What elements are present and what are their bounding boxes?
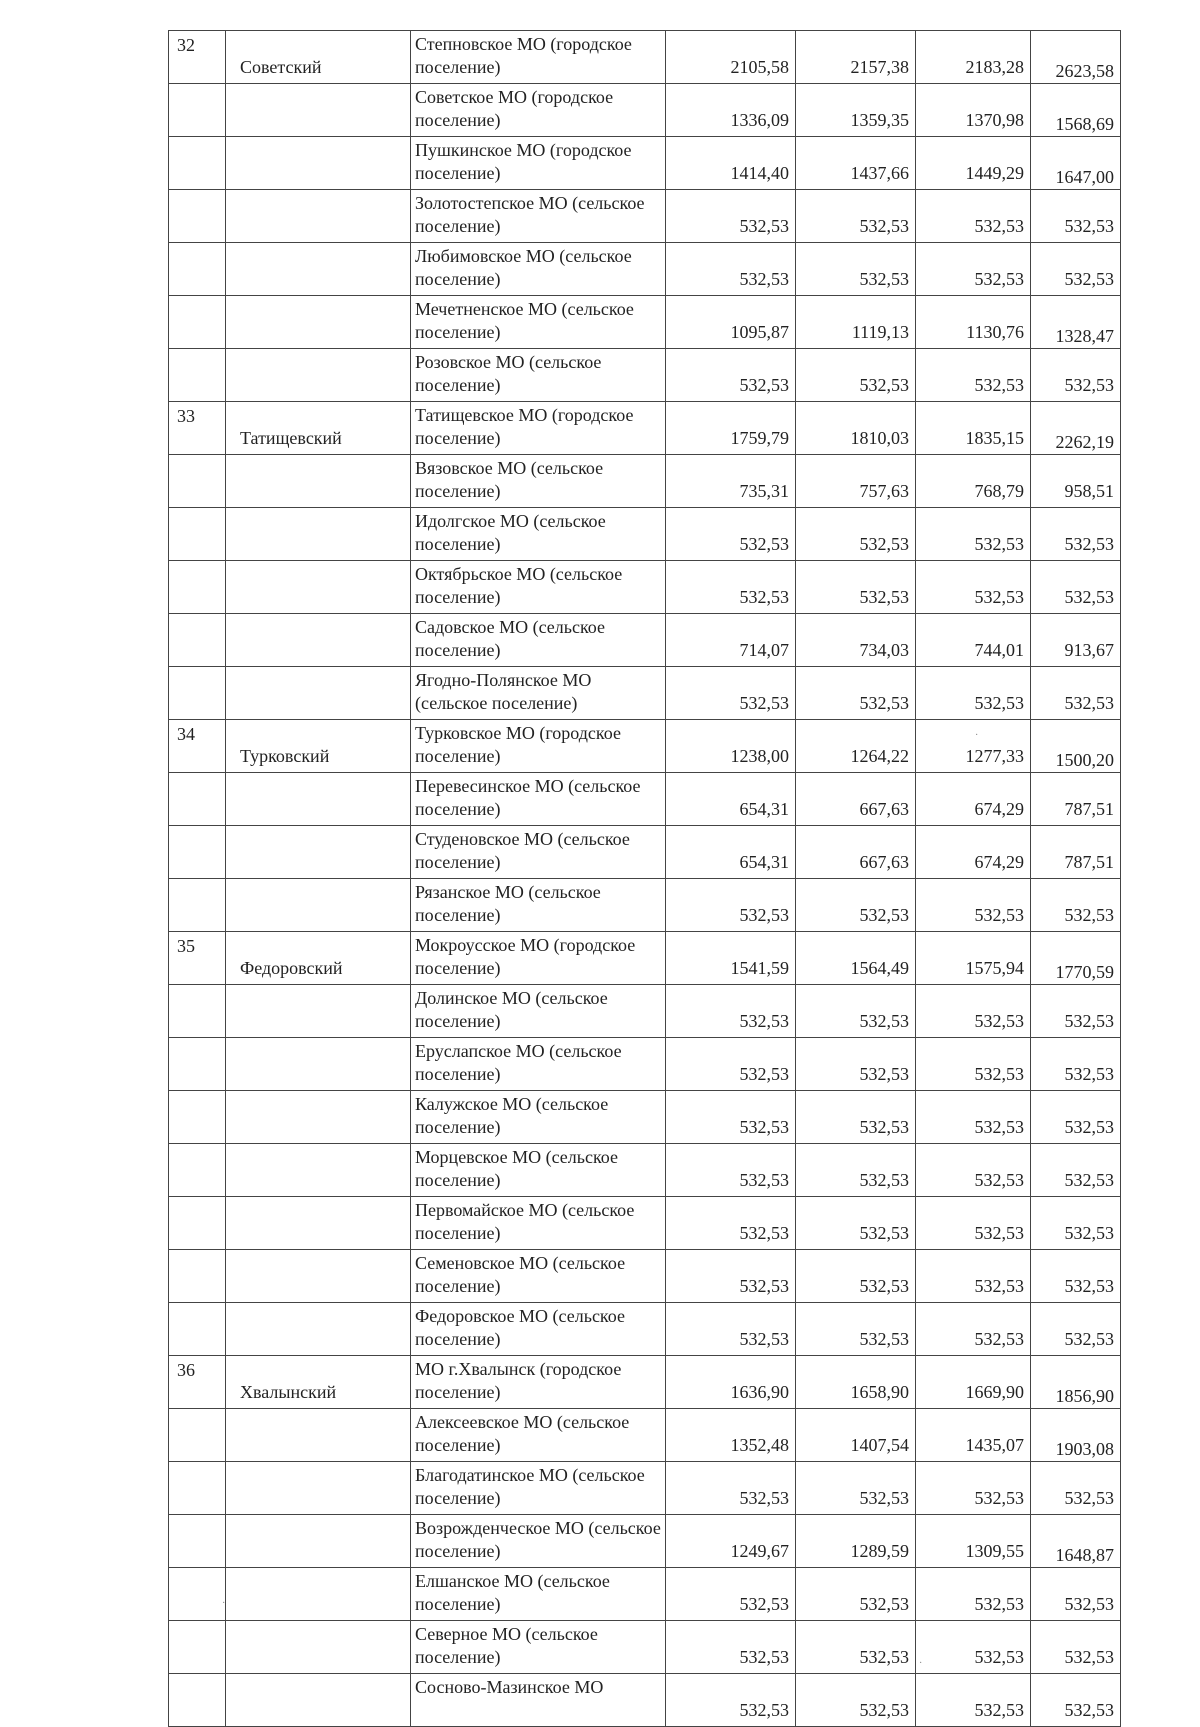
value-4: 532,53 (1031, 879, 1121, 932)
value-3: 532,53 (916, 879, 1031, 932)
value-3: 1449,29 (916, 137, 1031, 190)
row-number (169, 1197, 226, 1250)
table-row (169, 455, 1121, 508)
value-2: 532,53 (796, 1462, 916, 1515)
row-number (169, 1091, 226, 1144)
municipality-name: Студеновское МО (сельское поселение) (411, 826, 666, 879)
table-row (169, 1674, 1121, 1727)
value-3: 532,53 (916, 1038, 1031, 1091)
row-number (169, 137, 226, 190)
value-1: 1336,09 (666, 84, 796, 137)
value-1: 714,07 (666, 614, 796, 667)
municipality-name: Турковское МО (городское поселение) (411, 720, 666, 773)
district-name (226, 1197, 411, 1250)
value-1: 735,31 (666, 455, 796, 508)
district-name (226, 561, 411, 614)
value-4: 532,53 (1031, 1038, 1121, 1091)
value-1: 1095,87 (666, 296, 796, 349)
value-2: 1564,49 (796, 932, 916, 985)
value-4: 532,53 (1031, 190, 1121, 243)
municipality-name: Елшанское МО (сельское поселение) (411, 1568, 666, 1621)
value-1: 1414,40 (666, 137, 796, 190)
value-4: 1568,69 (1031, 84, 1121, 137)
value-2: 1359,35 (796, 84, 916, 137)
district-name (226, 1144, 411, 1197)
municipality-name: Вязовское МО (сельское поселение) (411, 455, 666, 508)
municipality-name: Первомайское МО (сельское поселение) (411, 1197, 666, 1250)
value-4: 532,53 (1031, 1197, 1121, 1250)
municipality-name: Степновское МО (городское поселение) (411, 31, 666, 84)
value-1: 532,53 (666, 1568, 796, 1621)
value-3: 1370,98 (916, 84, 1031, 137)
table-row (169, 349, 1121, 402)
table-row (169, 1462, 1121, 1515)
value-3: 532,53 (916, 1144, 1031, 1197)
district-name (226, 1303, 411, 1356)
scan-speck: · (975, 730, 979, 741)
scan-speck: · (919, 1658, 923, 1669)
value-4: 1500,20 (1031, 720, 1121, 773)
table-row (169, 1303, 1121, 1356)
value-1: 532,53 (666, 1091, 796, 1144)
municipality-name: Перевесинское МО (сельское поселение) (411, 773, 666, 826)
row-number: 32 (169, 31, 226, 84)
value-1: 532,53 (666, 349, 796, 402)
value-1: 1759,79 (666, 402, 796, 455)
value-3: 532,53 (916, 1197, 1031, 1250)
value-4: 532,53 (1031, 1250, 1121, 1303)
table-row (169, 561, 1121, 614)
district-name: Советский (226, 31, 411, 84)
value-3: 532,53 (916, 243, 1031, 296)
table-row (169, 31, 1121, 84)
table-row (169, 1621, 1121, 1674)
value-2: 532,53 (796, 1303, 916, 1356)
value-1: 654,31 (666, 773, 796, 826)
table-row (169, 1197, 1121, 1250)
value-3: 1835,15 (916, 402, 1031, 455)
value-2: 1810,03 (796, 402, 916, 455)
value-1: 532,53 (666, 1197, 796, 1250)
value-2: 532,53 (796, 243, 916, 296)
table-row (169, 985, 1121, 1038)
value-4: 532,53 (1031, 1621, 1121, 1674)
municipality-name: Морцевское МО (сельское поселение) (411, 1144, 666, 1197)
value-3: 1130,76 (916, 296, 1031, 349)
table-row (169, 667, 1121, 720)
district-name: Татищевский (226, 402, 411, 455)
district-name (226, 667, 411, 720)
value-3: 532,53 (916, 508, 1031, 561)
value-3: 1435,07 (916, 1409, 1031, 1462)
value-1: 2105,58 (666, 31, 796, 84)
value-1: 654,31 (666, 826, 796, 879)
table-row (169, 720, 1121, 773)
value-4: 1647,00 (1031, 137, 1121, 190)
value-1: 532,53 (666, 508, 796, 561)
value-4: 532,53 (1031, 1303, 1121, 1356)
row-number: 33 (169, 402, 226, 455)
table-row (169, 1144, 1121, 1197)
row-number (169, 1250, 226, 1303)
table-row (169, 243, 1121, 296)
value-2: 532,53 (796, 1144, 916, 1197)
district-name (226, 985, 411, 1038)
value-2: 532,53 (796, 1038, 916, 1091)
municipality-name: МО г.Хвалынск (городское поселение) (411, 1356, 666, 1409)
settlements-table (168, 30, 1121, 1727)
municipality-name: Октябрьское МО (сельское поселение) (411, 561, 666, 614)
row-number (169, 508, 226, 561)
municipality-name: Калужское МО (сельское поселение) (411, 1091, 666, 1144)
district-name: Федоровский (226, 932, 411, 985)
value-3: 532,53 (916, 190, 1031, 243)
table-row (169, 84, 1121, 137)
value-3: 674,29 (916, 773, 1031, 826)
municipality-name: Федоровское МО (сельское поселение) (411, 1303, 666, 1356)
municipality-name: Татищевское МО (городское поселение) (411, 402, 666, 455)
value-4: 1328,47 (1031, 296, 1121, 349)
municipality-name: Мечетненское МО (сельское поселение) (411, 296, 666, 349)
row-number (169, 1462, 226, 1515)
row-number (169, 985, 226, 1038)
value-4: 532,53 (1031, 1462, 1121, 1515)
value-2: 532,53 (796, 1197, 916, 1250)
row-number (169, 879, 226, 932)
table-row (169, 826, 1121, 879)
district-name (226, 1515, 411, 1568)
value-1: 1636,90 (666, 1356, 796, 1409)
municipality-name: Садовское МО (сельское поселение) (411, 614, 666, 667)
row-number (169, 1674, 226, 1727)
value-1: 532,53 (666, 1674, 796, 1727)
value-3: 674,29 (916, 826, 1031, 879)
value-2: 532,53 (796, 508, 916, 561)
municipality-name: Пушкинское МО (городское поселение) (411, 137, 666, 190)
district-name (226, 1250, 411, 1303)
value-2: 532,53 (796, 349, 916, 402)
value-4: 2623,58 (1031, 31, 1121, 84)
value-4: 1648,87 (1031, 1515, 1121, 1568)
district-name (226, 84, 411, 137)
district-name (226, 1621, 411, 1674)
municipality-name: Возрожденческое МО (сельское поселение) (411, 1515, 666, 1568)
value-2: 667,63 (796, 826, 916, 879)
value-4: 1903,08 (1031, 1409, 1121, 1462)
value-1: 532,53 (666, 1621, 796, 1674)
value-1: 532,53 (666, 985, 796, 1038)
table-row (169, 614, 1121, 667)
value-4: 532,53 (1031, 349, 1121, 402)
district-name (226, 826, 411, 879)
district-name (226, 243, 411, 296)
value-1: 532,53 (666, 1462, 796, 1515)
value-1: 1238,00 (666, 720, 796, 773)
value-1: 532,53 (666, 1303, 796, 1356)
table-row (169, 190, 1121, 243)
district-name (226, 1409, 411, 1462)
value-3: 768,79 (916, 455, 1031, 508)
value-2: 757,63 (796, 455, 916, 508)
row-number (169, 296, 226, 349)
table-row (169, 879, 1121, 932)
value-2: 2157,38 (796, 31, 916, 84)
district-name (226, 1674, 411, 1727)
value-3: 532,53 (916, 985, 1031, 1038)
table-row (169, 932, 1121, 985)
value-1: 532,53 (666, 667, 796, 720)
municipality-name: Любимовское МО (сельское поселение) (411, 243, 666, 296)
value-3: 1669,90 (916, 1356, 1031, 1409)
district-name: Турковский (226, 720, 411, 773)
table-row (169, 402, 1121, 455)
district-name (226, 137, 411, 190)
value-2: 532,53 (796, 879, 916, 932)
value-4: 787,51 (1031, 773, 1121, 826)
value-3: 532,53 (916, 561, 1031, 614)
row-number (169, 667, 226, 720)
value-1: 1352,48 (666, 1409, 796, 1462)
value-2: 532,53 (796, 1568, 916, 1621)
value-4: 913,67 (1031, 614, 1121, 667)
value-3: 1309,55 (916, 1515, 1031, 1568)
municipality-name: Алексеевское МО (сельское поселение) (411, 1409, 666, 1462)
municipality-name: Советское МО (городское поселение) (411, 84, 666, 137)
district-name (226, 508, 411, 561)
value-2: 532,53 (796, 1621, 916, 1674)
value-3: 532,53 (916, 1303, 1031, 1356)
value-2: 1289,59 (796, 1515, 916, 1568)
value-2: 1437,66 (796, 137, 916, 190)
value-1: 532,53 (666, 243, 796, 296)
row-number (169, 773, 226, 826)
value-4: 532,53 (1031, 985, 1121, 1038)
municipality-name: Северное МО (сельское поселение) (411, 1621, 666, 1674)
value-4: 787,51 (1031, 826, 1121, 879)
municipality-name: Мокроусское МО (городское поселение) (411, 932, 666, 985)
district-name (226, 1038, 411, 1091)
value-2: 532,53 (796, 1674, 916, 1727)
district-name (226, 879, 411, 932)
value-4: 532,53 (1031, 667, 1121, 720)
district-name (226, 773, 411, 826)
municipality-name: Сосново-Мазинское МО (411, 1674, 666, 1727)
value-4: 958,51 (1031, 455, 1121, 508)
table-row (169, 1409, 1121, 1462)
value-4: 2262,19 (1031, 402, 1121, 455)
value-1: 532,53 (666, 1144, 796, 1197)
row-number (169, 1038, 226, 1091)
table-row (169, 1515, 1121, 1568)
value-1: 532,53 (666, 1250, 796, 1303)
district-name (226, 349, 411, 402)
value-3: 744,01 (916, 614, 1031, 667)
value-4: 1770,59 (1031, 932, 1121, 985)
table-row (169, 137, 1121, 190)
value-3: 532,53 (916, 667, 1031, 720)
table-row (169, 773, 1121, 826)
row-number (169, 561, 226, 614)
table-row (169, 296, 1121, 349)
district-name (226, 1462, 411, 1515)
table-row (169, 1038, 1121, 1091)
value-4: 532,53 (1031, 561, 1121, 614)
value-4: 532,53 (1031, 1091, 1121, 1144)
district-name (226, 455, 411, 508)
district-name (226, 296, 411, 349)
value-2: 1658,90 (796, 1356, 916, 1409)
table-body (169, 31, 1121, 1727)
row-number (169, 243, 226, 296)
value-3: 1575,94 (916, 932, 1031, 985)
value-1: 1249,67 (666, 1515, 796, 1568)
municipality-name: Ягодно-Полянское МО (сельское поселение) (411, 667, 666, 720)
row-number: 34 (169, 720, 226, 773)
value-3: 532,53 (916, 1621, 1031, 1674)
value-2: 667,63 (796, 773, 916, 826)
value-4: 532,53 (1031, 1568, 1121, 1621)
row-number (169, 1303, 226, 1356)
value-3: 532,53 (916, 1568, 1031, 1621)
municipality-name: Рязанское МО (сельское поселение) (411, 879, 666, 932)
value-1: 532,53 (666, 190, 796, 243)
value-2: 532,53 (796, 190, 916, 243)
row-number (169, 826, 226, 879)
value-3: 532,53 (916, 349, 1031, 402)
district-name: Хвалынский (226, 1356, 411, 1409)
row-number (169, 1144, 226, 1197)
municipality-name: Розовское МО (сельское поселение) (411, 349, 666, 402)
district-name (226, 1568, 411, 1621)
row-number (169, 84, 226, 137)
row-number (169, 190, 226, 243)
value-4: 532,53 (1031, 243, 1121, 296)
value-2: 532,53 (796, 667, 916, 720)
value-2: 532,53 (796, 1250, 916, 1303)
value-2: 734,03 (796, 614, 916, 667)
district-name (226, 614, 411, 667)
value-1: 532,53 (666, 1038, 796, 1091)
value-3: 1277,33 (916, 720, 1031, 773)
value-1: 1541,59 (666, 932, 796, 985)
value-2: 1264,22 (796, 720, 916, 773)
municipality-name: Еруслапское МО (сельское поселение) (411, 1038, 666, 1091)
municipality-name: Золотостепское МО (сельское поселение) (411, 190, 666, 243)
table-row (169, 1250, 1121, 1303)
table-row (169, 1356, 1121, 1409)
table-row (169, 508, 1121, 561)
row-number (169, 1409, 226, 1462)
value-3: 532,53 (916, 1674, 1031, 1727)
value-4: 532,53 (1031, 1674, 1121, 1727)
row-number (169, 1515, 226, 1568)
district-name (226, 1091, 411, 1144)
row-number (169, 1621, 226, 1674)
municipality-name: Долинское МО (сельское поселение) (411, 985, 666, 1038)
value-2: 532,53 (796, 561, 916, 614)
value-3: 2183,28 (916, 31, 1031, 84)
value-3: 532,53 (916, 1250, 1031, 1303)
row-number: 35 (169, 932, 226, 985)
municipality-name: Благодатинское МО (сельское поселение) (411, 1462, 666, 1515)
row-number (169, 349, 226, 402)
value-2: 1407,54 (796, 1409, 916, 1462)
district-name (226, 190, 411, 243)
value-4: 532,53 (1031, 1144, 1121, 1197)
municipality-name: Идолгское МО (сельское поселение) (411, 508, 666, 561)
row-number (169, 455, 226, 508)
value-3: 532,53 (916, 1091, 1031, 1144)
value-1: 532,53 (666, 879, 796, 932)
value-4: 532,53 (1031, 508, 1121, 561)
value-1: 532,53 (666, 561, 796, 614)
value-3: 532,53 (916, 1462, 1031, 1515)
value-2: 1119,13 (796, 296, 916, 349)
scan-speck: · (222, 1598, 226, 1609)
table-row (169, 1091, 1121, 1144)
value-4: 1856,90 (1031, 1356, 1121, 1409)
row-number: 36 (169, 1356, 226, 1409)
table-row (169, 1568, 1121, 1621)
row-number (169, 614, 226, 667)
municipality-name: Семеновское МО (сельское поселение) (411, 1250, 666, 1303)
value-2: 532,53 (796, 1091, 916, 1144)
value-2: 532,53 (796, 985, 916, 1038)
row-number (169, 1568, 226, 1621)
